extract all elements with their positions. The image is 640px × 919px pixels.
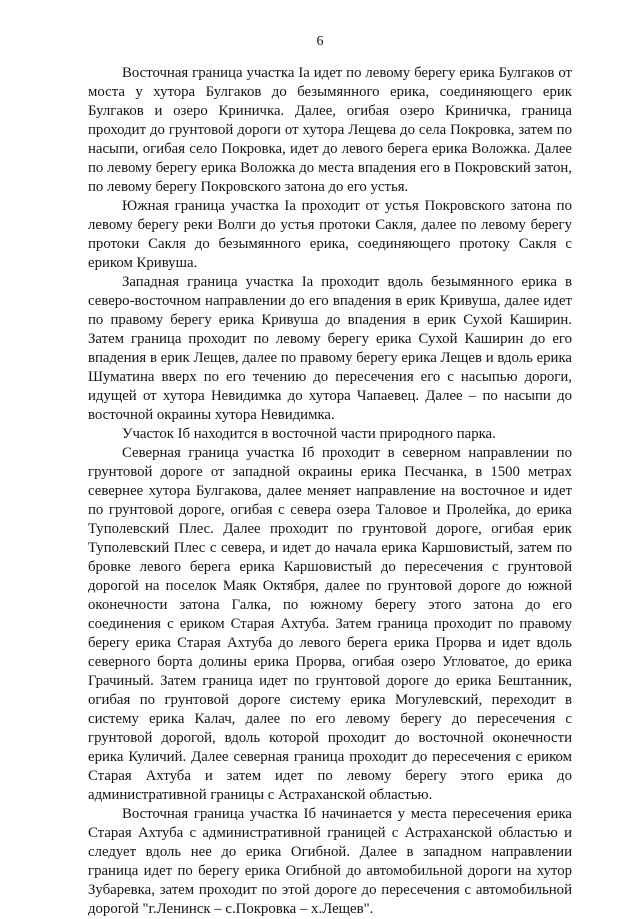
paragraph-west-boundary-1a: Западная граница участка Iа проходит вдоль безымянного ерика в северо-восточном направлении до его впадения в ерик Кривуша, далее идет по правому берегу ерика Кривуша до впадения в ерик Сухой Каширин. Затем граница проходит по левому берегу ерика Сухой Каширин до его впадения в ерик Лещев, далее по правому берегу ерика Лещев и вдоль ерика Шуматина вверх по его течению до пересечения его с насыпью дороги, идущей от хутора Невидимка до хутора Чапаевец. Далее – по насыпи до восточной окраины хутора Невидимка. — [88, 274, 572, 423]
page-number: 6 — [316, 34, 324, 49]
paragraph-south-boundary-1a: Южная граница участка Iа проходит от устья Покровского затона по левому берегу реки Волги до устья протоки Сакля, далее по левому берегу протоки Сакля до безымянного ерика, соединяющего протоку Сакля с ериком Кривуша. — [88, 198, 572, 271]
paragraph-east-boundary-1b: Восточная граница участка Iб начинается у места пересечения ерика Старая Ахтуба с административной границей с Астраханской областью и следует вдоль нее до ерика Огибной. Далее в западном направлении граница идет по берегу ерика Огибной до автомобильной дороги на хутор Зубаревка, затем проходит по этой дороге до пересечения с автомобильной дорогой "г.Ленинск – с.Покровка – х.Лещев". — [88, 806, 572, 917]
paragraph-north-boundary-1b: Северная граница участка Iб проходит в северном направлении по грунтовой дороге от западной окраины ерика Песчанка, в 1500 метрах севернее хутора Булгакова, далее меняет направление на восточное и идет по грунтовой дороге, огибая с севера озера Таловое и Пролейка, до ерика Туполевский Плес. Далее проходит по грунтовой дороге, огибая ерик Туполевский Плес с севера, и идет до начала ерика Каршовистый, затем по бровке левого берега ерика Каршовистый до пересечения с грунтовой дорогой на поселок Маяк Октября, далее по грунтовой дороге до южной оконечности затона Галка, по южному берегу этого затона до его соединения с ериком Старая Ахтуба. Затем граница проходит по правому берегу ерика Старая Ахтуба до левого берега ерика Прорва и идет вдоль северного борта долины ерика Прорва, огибая озеро Угловатое, до ерика Грачиный. Затем граница идет по грунтовой дороге до ерика Бештанник, огибая по грунтовой дороге систему ерика Могулевский, переходит в систему ерика Калач, далее по его левому берегу до пересечения с грунтовой дорогой, вдоль которой проходит до восточной оконечности ерика Куличий. Далее северная граница проходит до пересечения с ериком Старая Ахтуба и затем идет по левому берегу этого ерика до административной границы с Астраханской областью. — [88, 445, 572, 803]
paragraph-section-1b-location: Участок Iб находится в восточной части природного парка. — [122, 426, 496, 442]
paragraph-east-boundary-1a: Восточная граница участка Iа идет по левому берегу ерика Булгаков от моста у хутора Булгаков до безымянного ерика, соединяющего ерик Булгаков и озеро Криничка. Далее, огибая озеро Криничка, граница проходит до грунтовой дороги от хутора Лещева до села Покровка, затем по насыпи, огибая село Покровка, идет до левого берега ерика Воложка. Далее по левому берегу ерика Воложка до места впадения его в Покровский затон, по левому берегу Покровского затона до его устья. — [88, 65, 572, 195]
document-body — [88, 64, 572, 919]
